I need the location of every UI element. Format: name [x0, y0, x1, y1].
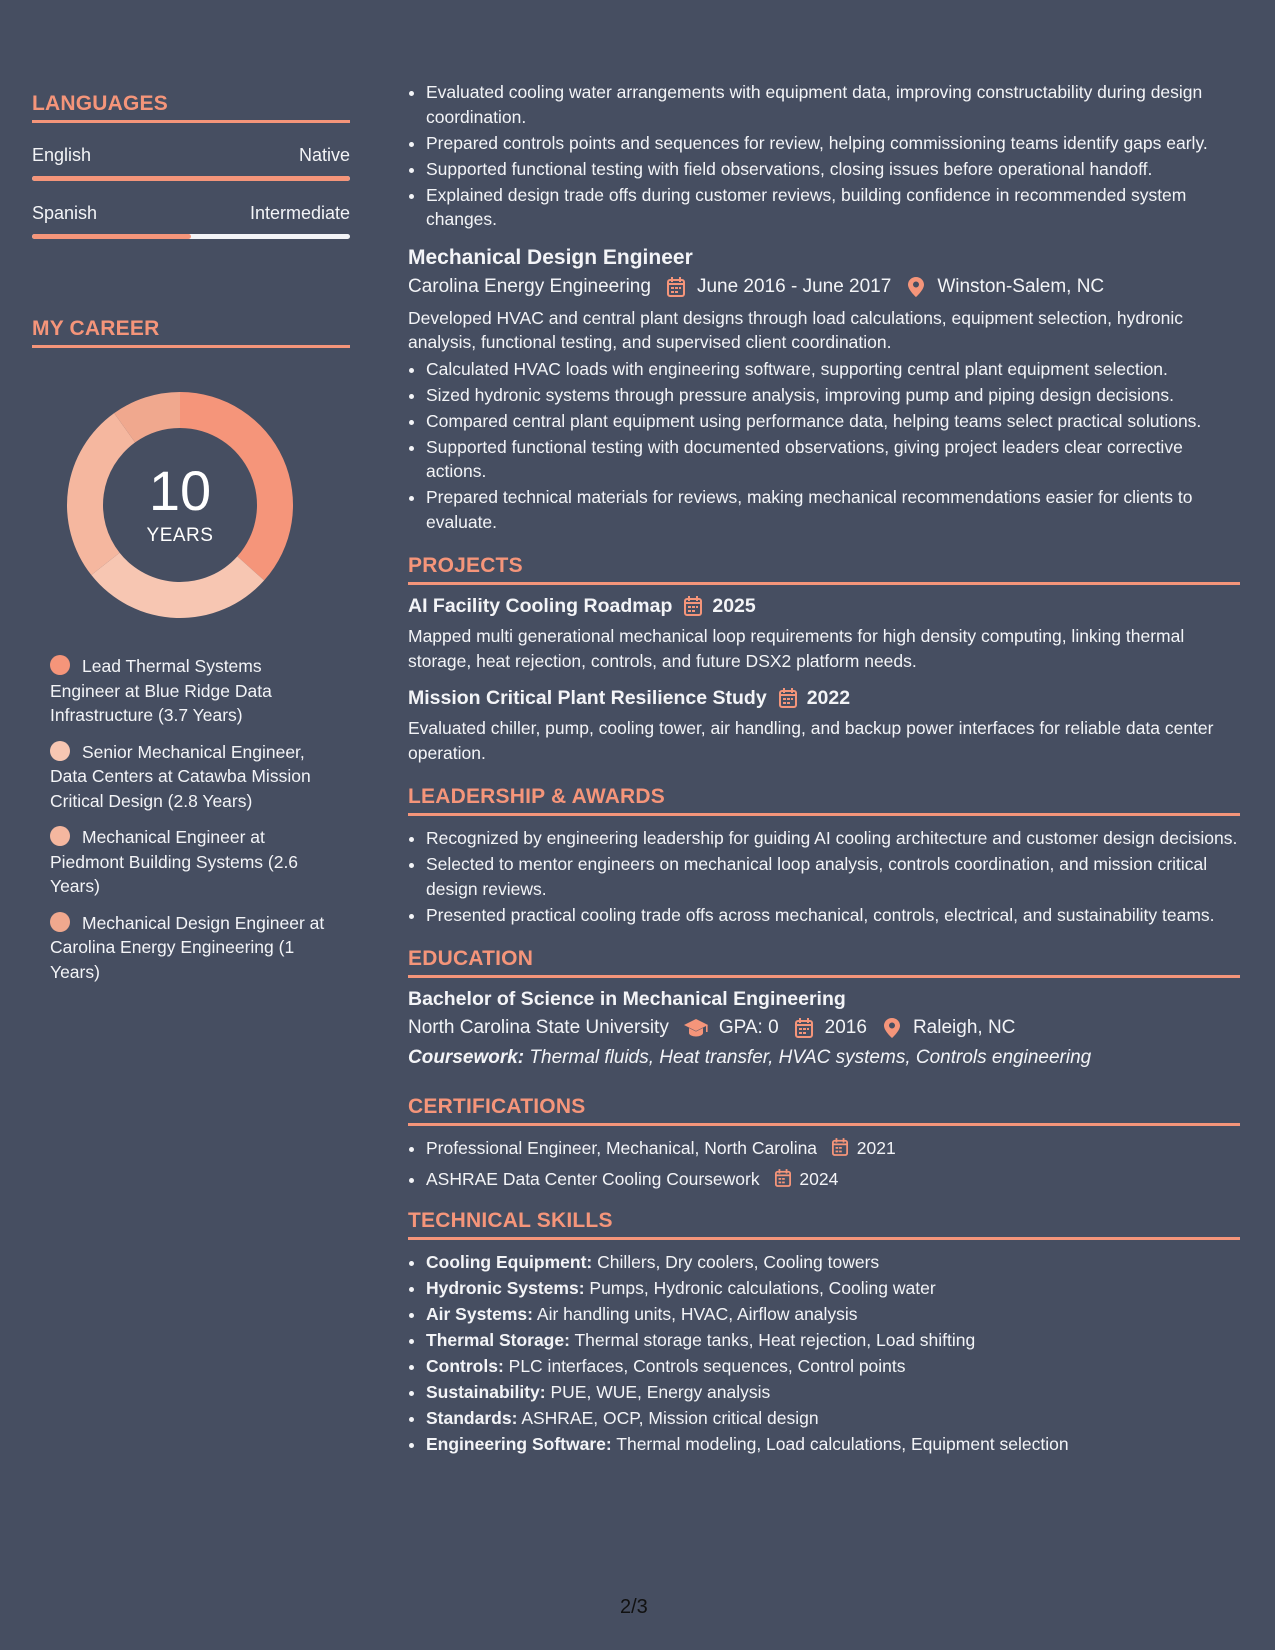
projects-title: PROJECTS [408, 554, 1240, 585]
skills-section [408, 1209, 1240, 1457]
language-level: Native [298, 145, 350, 165]
gpa: GPA: 0 [718, 1017, 779, 1038]
calendar-icon [775, 1169, 791, 1194]
calendar-icon [684, 596, 706, 618]
career-dot-icon [50, 826, 70, 846]
skill-item [426, 1250, 1240, 1275]
career-dot-icon [50, 741, 70, 761]
career-item-label: Mechanical Design Engineer at Carolina Energy Engineering (1 Years) [50, 912, 325, 982]
skill-item [426, 1328, 1240, 1353]
sidebar [32, 92, 350, 996]
career-title: MY CAREER [32, 317, 350, 348]
language-level-bar [32, 234, 350, 239]
career-item [50, 911, 350, 985]
career-total-number: 10 [148, 459, 212, 522]
certification-name: ASHRAE Data Center Cooling Coursework [426, 1168, 760, 1189]
previous-job-bullets [408, 80, 1240, 232]
career-item [50, 654, 350, 728]
certification-item [426, 1136, 1240, 1163]
skill-item [426, 1406, 1240, 1431]
bullet-item: • Presented practical cooling trade offs across mechanical, controls, electrical, and sustainability teams. [426, 903, 1240, 928]
calendar-icon [779, 688, 801, 710]
project-heading [408, 687, 1240, 710]
bullet-item: • Recognized by engineering leadership for guiding AI cooling architecture and customer design decisions. [426, 826, 1240, 851]
calendar-icon [793, 1017, 815, 1039]
graduation-cap-icon [683, 1017, 709, 1039]
bullet-item: • Calculated HVAC loads with engineering software, supporting central plant equipment selection. [426, 357, 1240, 382]
language-item [32, 203, 350, 239]
skill-label: Thermal Storage: [426, 1330, 570, 1350]
calendar-icon [665, 276, 687, 298]
graduation-year: 2016 [824, 1017, 867, 1038]
certification-name: Professional Engineer, Mechanical, North Carolina [426, 1138, 818, 1158]
bullet-item: • Supported functional testing with documented observations, giving project leaders clear corrective actions. [426, 435, 1240, 484]
career-donut-chart [65, 390, 295, 620]
languages-title: LANGUAGES [32, 92, 350, 123]
bullet-item: • Sized hydronic systems through pressure analysis, improving pump and piping design decisions. [426, 383, 1240, 408]
bullet-item: • Selected to mentor engineers on mechanical loop analysis, controls coordination, and mission critical design reviews. [426, 852, 1240, 901]
skills-list [408, 1250, 1240, 1457]
education-location: Raleigh, NC [912, 1017, 1016, 1038]
project-year: 2022 [806, 687, 851, 709]
skill-label: Sustainability: [426, 1382, 546, 1402]
certifications-title: CERTIFICATIONS [408, 1095, 1240, 1126]
career-item-label: Lead Thermal Systems Engineer at Blue Ridge Data Infrastructure (3.7 Years) [50, 656, 272, 725]
job-company: Carolina Energy Engineering [408, 275, 651, 297]
career-dot-icon [50, 655, 70, 675]
career-total-unit: YEARS [146, 525, 214, 546]
language-item [32, 145, 350, 181]
certification-item [426, 1167, 1240, 1194]
skill-label: Hydronic Systems: [426, 1278, 585, 1298]
main-content [408, 80, 1240, 1458]
career-dot-icon [50, 912, 70, 932]
footer-band [383, 1578, 1275, 1650]
skill-label: Air Systems: [426, 1304, 533, 1324]
skill-label: Cooling Equipment: [426, 1252, 593, 1272]
skill-value: Chillers, Dry coolers, Cooling towers [597, 1252, 880, 1272]
skill-item [426, 1354, 1240, 1379]
project-heading [408, 595, 1240, 618]
leadership-bullets [408, 826, 1240, 927]
job-meta [408, 276, 1240, 298]
skill-value: Pumps, Hydronic calculations, Cooling water [589, 1278, 936, 1298]
project-description: Evaluated chiller, pump, cooling tower, air handling, and backup power interfaces for reliable data center operation. [408, 718, 1214, 763]
location-pin-icon [905, 276, 927, 298]
career-item-label: Mechanical Engineer at Piedmont Building Systems (2.6 Years) [50, 827, 299, 896]
leadership-title: LEADERSHIP & AWARDS [408, 785, 1240, 816]
project-year: 2025 [712, 595, 756, 617]
project-name: Mission Critical Plant Resilience Study [408, 687, 767, 709]
skill-label: Engineering Software: [426, 1434, 612, 1454]
job-description: Developed HVAC and central plant designs through load calculations, equipment selection, hydronic analysis, functional testing, and supervised client coordination. [408, 307, 1184, 352]
skill-item [426, 1302, 1240, 1327]
job-location: Winston-Salem, NC [937, 275, 1105, 297]
coursework-label: Coursework: [408, 1047, 525, 1068]
language-level: Intermediate [249, 203, 350, 223]
job-bullets [408, 357, 1240, 535]
career-item [50, 825, 350, 899]
project-name: AI Facility Cooling Roadmap [408, 595, 673, 617]
degree-title: Bachelor of Science in Mechanical Engineering [408, 988, 846, 1010]
school-name: North Carolina State University [408, 1017, 669, 1038]
leadership-section [408, 785, 1240, 927]
bullet-item: • Supported functional testing with field observations, closing issues before operational handoff. [426, 157, 1240, 182]
education-meta [408, 1017, 1240, 1039]
skill-label: Controls: [426, 1356, 504, 1376]
education-title: EDUCATION [408, 947, 1240, 978]
coursework-list: Thermal fluids, Heat transfer, HVAC systems, Controls engineering [529, 1047, 1092, 1068]
bullet-item: • Explained design trade offs during customer reviews, building confidence in recommended system changes. [426, 183, 1240, 232]
calendar-icon [832, 1138, 848, 1163]
job-dates: June 2016 - June 2017 [696, 275, 892, 297]
skills-title: TECHNICAL SKILLS [408, 1209, 1240, 1240]
project-description: Mapped multi generational mechanical loop requirements for high density computing, linking thermal storage, heat rejection, controls, and future DSX2 platform needs. [408, 626, 1185, 671]
certification-year: 2024 [799, 1168, 839, 1189]
skill-value: Thermal storage tanks, Heat rejection, Load shifting [574, 1330, 976, 1350]
skill-value: PUE, WUE, Energy analysis [550, 1382, 771, 1402]
coursework [408, 1047, 1240, 1069]
bullet-item: • Prepared controls points and sequences for review, helping commissioning teams identify gaps early. [426, 131, 1240, 156]
skill-value: ASHRAE, OCP, Mission critical design [521, 1408, 819, 1428]
education-section [408, 947, 1240, 1069]
language-name: Spanish [32, 203, 98, 223]
language-name: English [32, 145, 92, 165]
certifications-list [408, 1136, 1240, 1193]
skill-value: Air handling units, HVAC, Airflow analysis [536, 1304, 858, 1324]
skill-item [426, 1380, 1240, 1405]
skill-value: PLC interfaces, Controls sequences, Control points [508, 1356, 906, 1376]
certification-year: 2021 [856, 1138, 896, 1158]
bullet-item: • Prepared technical materials for reviews, making mechanical recommendations easier for clients to evaluate. [426, 485, 1240, 534]
certifications-section [408, 1095, 1240, 1193]
bullet-item: • Evaluated cooling water arrangements with equipment data, improving constructability during design coordination. [426, 80, 1240, 129]
career-item [50, 740, 350, 814]
location-pin-icon [881, 1017, 903, 1039]
skill-label: Standards: [426, 1408, 518, 1428]
skill-item [426, 1432, 1240, 1457]
language-level-bar [32, 176, 350, 181]
projects-section [408, 554, 1240, 765]
career-item-label: Senior Mechanical Engineer, Data Centers at Catawba Mission Critical Design (2.8 Years) [50, 741, 311, 811]
job-title: Mechanical Design Engineer [408, 245, 693, 269]
skill-item [426, 1276, 1240, 1301]
page-number: 2/3 [620, 1596, 648, 1618]
career-list [32, 654, 350, 984]
skill-value: Thermal modeling, Load calculations, Equipment selection [616, 1434, 1069, 1454]
bullet-item: • Compared central plant equipment using performance data, helping teams select practical solutions. [426, 409, 1240, 434]
